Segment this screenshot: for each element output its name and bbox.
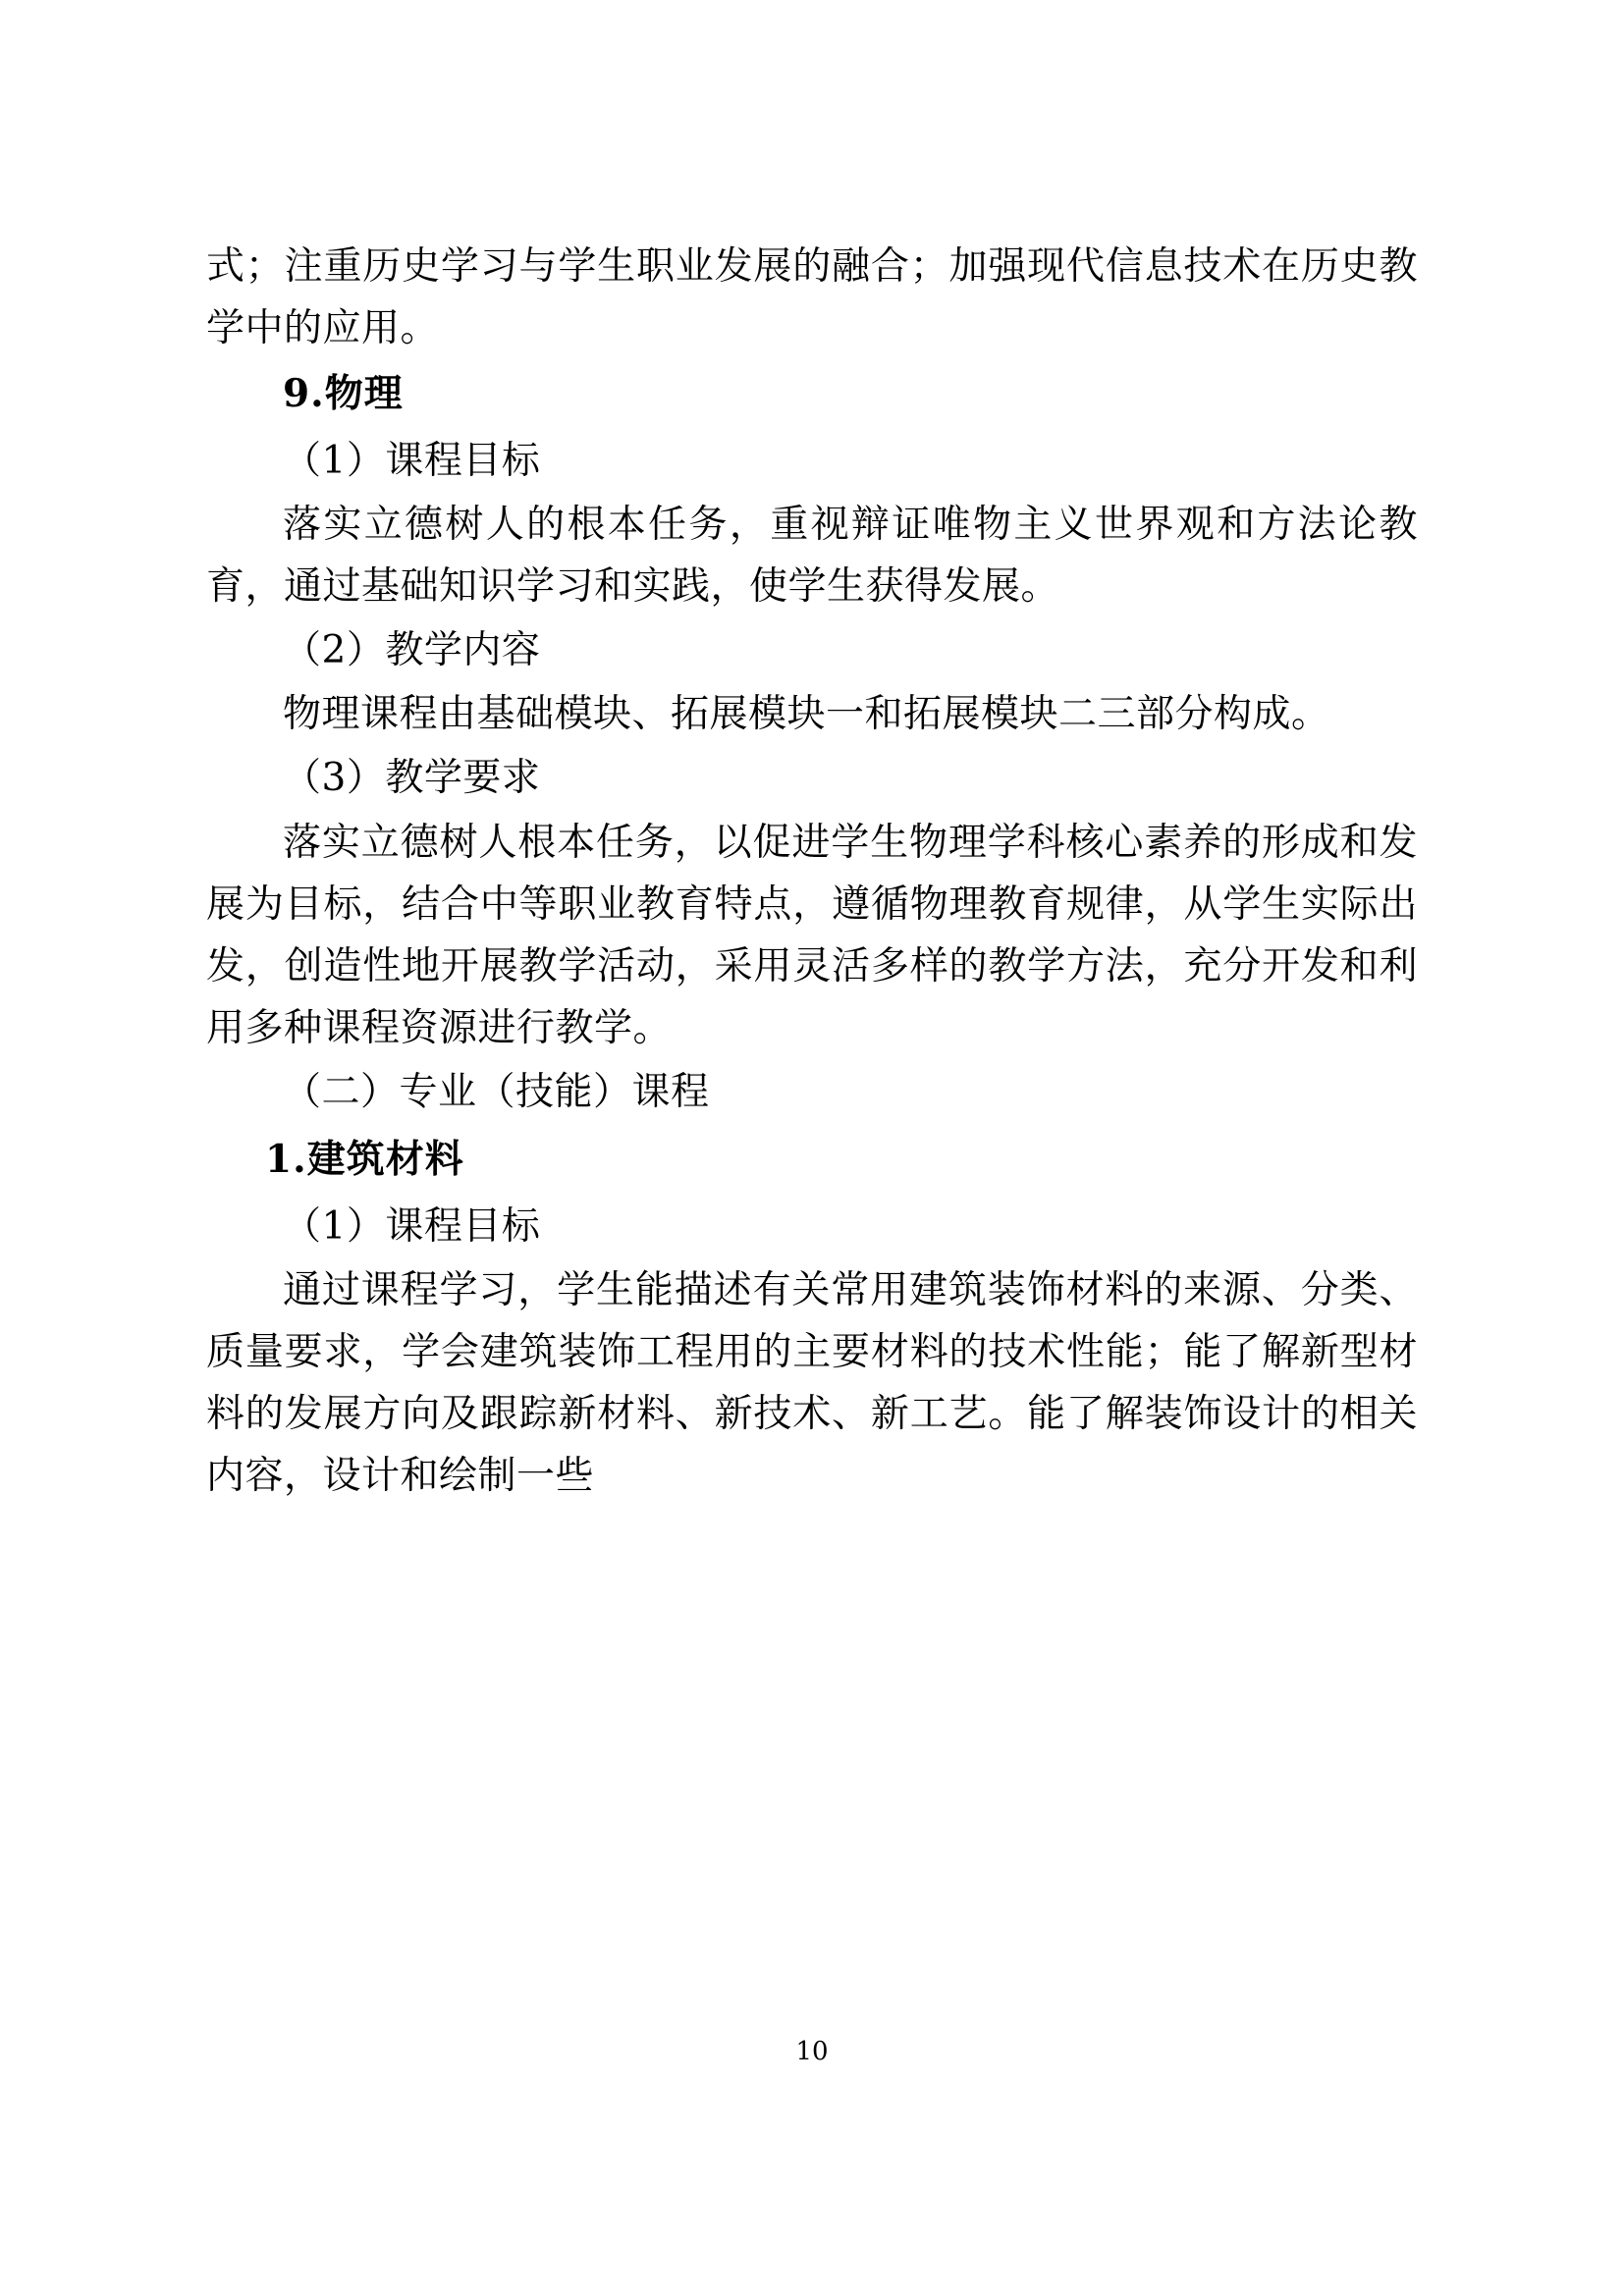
heading-building-materials: 1.建筑材料 (265, 1137, 464, 1183)
document-body (206, 236, 1418, 1507)
paragraph-physics-requirements: 落实立德树人根本任务，以促进学生物理学科核心素养的形成和发展为目标，结合中等职业教育特点，遵循物理教育规律，从学生实际出发，创造性地开展教学活动，采用灵活多样的教学方法，充分开发和利用多种课程资源进行教学。 (206, 820, 1418, 1051)
label-physics-requirements: （3）教学要求 (283, 756, 541, 801)
paragraph-building-materials-objective: 通过课程学习，学生能描述有关常用建筑装饰材料的来源、分类、质量要求，学会建筑装饰工程用的主要材料的技术性能；能了解新型材料的发展方向及跟踪新材料、新技术、新工艺。能了解装饰设计的相关内容，设计和绘制一些 (206, 1267, 1418, 1499)
paragraph-history-continuation: 式；注重历史学习与学生职业发展的融合；加强现代信息技术在历史教学中的应用。 (206, 244, 1418, 351)
label-physics-content: （2）教学内容 (283, 628, 541, 673)
paragraph-physics-objective: 落实立德树人的根本任务，重视辩证唯物主义世界观和方法论教育，通过基础知识学习和实践，使学生获得发展。 (206, 502, 1418, 609)
paragraph-physics-content: 物理课程由基础模块、拓展模块一和拓展模块二三部分构成。 (283, 692, 1330, 737)
heading-physics: 9.物理 (283, 371, 404, 417)
label-physics-objective: （1）课程目标 (283, 438, 541, 483)
label-building-materials-objective: （1）课程目标 (283, 1203, 541, 1249)
label-section-two-professional-courses: （二）专业（技能）课程 (283, 1070, 710, 1115)
page-number: 10 (795, 2037, 829, 2066)
